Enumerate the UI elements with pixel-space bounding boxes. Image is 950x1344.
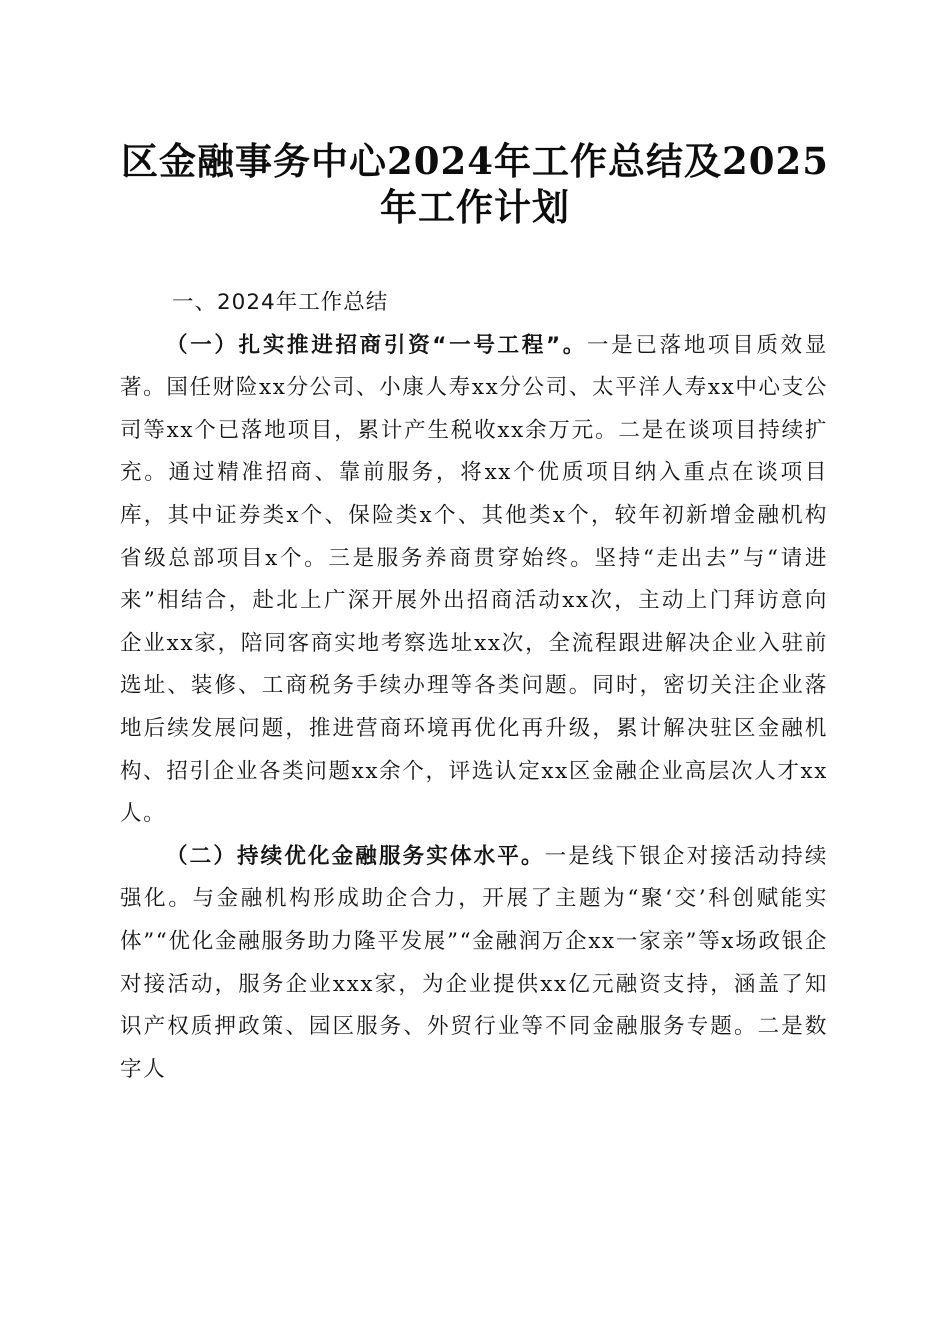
paragraph-text: 一是线下银企对接活动持续强化。与金融机构形成助企合力，开展了主题为“聚‘交’科创赋能实体”“优化金融服务助力隆平发展”“金融润万企xx一家亲”等x场政银企对接活动，服务企业xxx家，为企业提供xx亿元融资支持，涵盖了知识产权质押政策、园区服务、外贸行业等不同金融服务专题。二是数字人 xyxy=(120,843,828,1082)
paragraph-text: 一是已落地项目质效显著。国任财险xx分公司、小康人寿xx分公司、太平洋人寿xx中心支公司等xx个已落地项目，累计产生税收xx余万元。二是在谈项目持续扩充。通过精准招商、靠前服务，将xx个优质项目纳入重点在谈项目库，其中证券类x个、保险类x个、其他类x个，较年初新增金融机构省级总部项目x个。三是服务养商贯穿始终。坚持“走出去”与“请进来”相结合，赴北上广深开展外出招商活动xx次，主动上门拜访意向企业xx家，陪同客商实地考察选址xx次，全流程跟进解决企业入驻前选址、装修、工商税务手续办理等各类问题。同时，密切关注企业落地后续发展问题，推进营商环境再优化再升级，累计解决驻区金融机构、招引企业各类问题xx余个，评选认定xx区金融企业高层次人才xx人。 xyxy=(120,332,828,827)
paragraph-subheading: （二）持续优化金融服务实体水平。 xyxy=(166,843,545,869)
paragraph-financial-services xyxy=(120,836,828,1092)
document-title: 区金融事务中心2024年工作总结及2025年工作计划 xyxy=(121,139,829,229)
paragraph-investment-promotion xyxy=(120,325,828,836)
paragraph-subheading: （一）扎实推进招商引资“一号工程”。 xyxy=(166,332,588,358)
document-body xyxy=(120,282,828,1091)
section-heading: 一、2024年工作总结 xyxy=(172,290,389,315)
